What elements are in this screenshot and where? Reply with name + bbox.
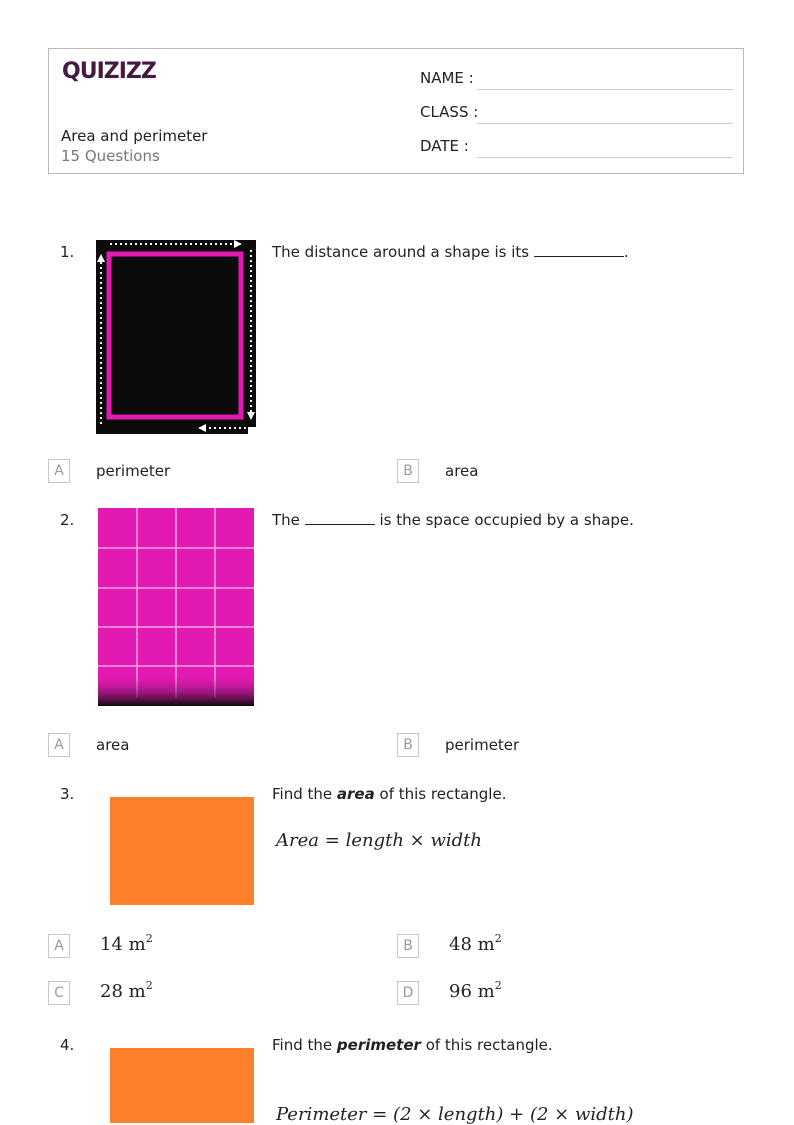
blank-line bbox=[305, 512, 375, 525]
orange-rectangle-image bbox=[110, 1048, 254, 1123]
option-letter[interactable]: B bbox=[397, 733, 419, 757]
question-text: Find the area of this rectangle. bbox=[272, 785, 507, 803]
question-number: 1. bbox=[60, 243, 75, 261]
quizizz-logo: QUIZIZZ bbox=[62, 59, 156, 84]
question-number: 2. bbox=[60, 511, 75, 529]
question-count: 15 Questions bbox=[61, 147, 160, 165]
question-text: Find the perimeter of this rectangle. bbox=[272, 1036, 553, 1054]
option-letter[interactable]: A bbox=[48, 459, 70, 483]
option-value[interactable]: 48 $m^2$ bbox=[449, 932, 502, 955]
worksheet-header bbox=[48, 48, 744, 174]
option-value[interactable]: 96 $m^2$ bbox=[449, 979, 502, 1002]
question-number: 4. bbox=[60, 1036, 75, 1054]
date-line bbox=[477, 157, 733, 158]
option-letter[interactable]: D bbox=[397, 981, 419, 1005]
name-label: NAME : bbox=[420, 69, 474, 87]
question-text: The distance around a shape is its . bbox=[272, 243, 629, 261]
option-letter[interactable]: A bbox=[48, 733, 70, 757]
worksheet-title: Area and perimeter bbox=[61, 127, 208, 145]
question-text: The is the space occupied by a shape. bbox=[272, 511, 634, 529]
date-label: DATE : bbox=[420, 137, 469, 155]
option-value[interactable]: 28 $m^2$ bbox=[100, 979, 153, 1002]
option-text[interactable]: perimeter bbox=[445, 736, 520, 754]
option-text[interactable]: perimeter bbox=[96, 462, 171, 480]
option-text[interactable]: area bbox=[445, 462, 479, 480]
option-letter[interactable]: C bbox=[48, 981, 70, 1005]
class-line bbox=[477, 123, 733, 124]
area-grid-image bbox=[96, 508, 256, 706]
option-letter[interactable]: A bbox=[48, 934, 70, 958]
question-number: 3. bbox=[60, 785, 75, 803]
perimeter-image bbox=[96, 240, 256, 434]
blank-line bbox=[534, 244, 624, 257]
class-label: CLASS : bbox=[420, 103, 479, 121]
option-value[interactable]: 14 $m^2$ bbox=[100, 932, 153, 955]
option-letter[interactable]: B bbox=[397, 934, 419, 958]
name-line bbox=[477, 89, 733, 90]
option-letter[interactable]: B bbox=[397, 459, 419, 483]
area-formula: Area = length × width bbox=[276, 830, 482, 851]
option-text[interactable]: area bbox=[96, 736, 130, 754]
orange-rectangle-image bbox=[110, 797, 254, 905]
perimeter-formula: Perimeter = (2 × length) + (2 × width) bbox=[276, 1104, 634, 1125]
